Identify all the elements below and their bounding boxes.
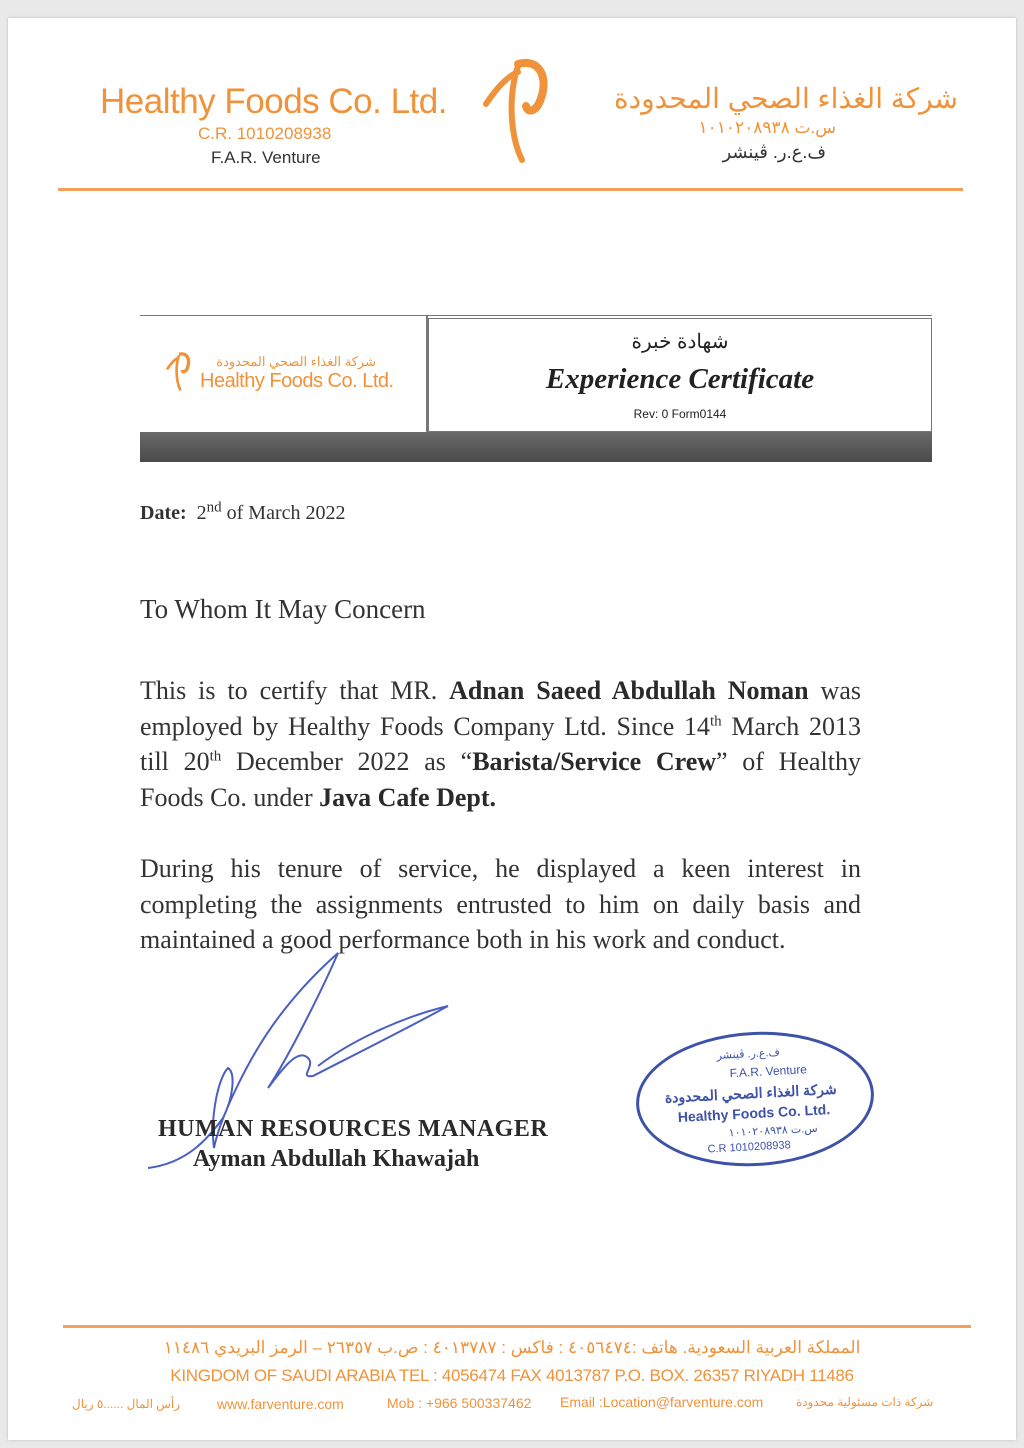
signatory-title: HUMAN RESOURCES MANAGER [158,1116,549,1142]
p1-text: was employed by Healthy Foods Company Ltd. Since 14 [140,676,861,741]
form-logo-ar: شركة الغذاء الصحي المحدودة [216,354,376,369]
paragraph-2: During his tenure of service, he displayed a keen interest in completing the assignments entrusted to him on daily basis and maintained a good performance both in his work and conduct. [140,854,861,954]
company-name-en: Healthy Foods Co. Ltd. [100,82,447,121]
department: Java Cafe Dept. [319,782,497,812]
stamp-cr-ar: س.ت ١٠١٠٢٠٨٩٣٨ [728,1122,818,1140]
stamp-cr-en: C.R 1010208938 [707,1139,791,1156]
footer-email[interactable]: Email :Location@farventure.com [560,1394,764,1410]
signature-icon [148,948,458,1178]
date-day: 2 [196,502,207,524]
venture-ar: ف.ع.ر. ڤينشر [722,142,826,162]
date-rest: of March 2022 [226,502,346,524]
p1-text: December 2022 as “ [221,747,473,776]
cr-number-ar: س.ت ١٠١٠٢٠٨٩٣٨ [698,118,836,137]
footer-divider [63,1325,971,1328]
form-title-ar: شهادة خبرة [631,331,729,353]
p1-sup: th [209,748,222,765]
date-suffix: nd [206,499,222,516]
footer-address-en: KINGDOM OF SAUDI ARABIA TEL : 4056474 FAX 4013787 P.O. BOX. 26357 RIYADH 11486 [170,1366,854,1385]
form-title-box [140,315,932,463]
form-logo-en: Healthy Foods Co. Ltd. [200,370,394,392]
employee-name: Adnan Saeed Abdullah Noman [449,676,809,705]
footer-mobile: Mob : +966 500337462 [387,1395,532,1411]
footer-llc-ar: شركة ذات مسئولية محدودة [796,1395,934,1409]
footer-address-ar: المملكة العربية السعودية. هاتف :٤٠٥٦٤٧٤ : فاكس : ٤٠١٣٧٨٧ : ص.ب ٢٦٣٥٧ – الرمز البريدي ١١٤٨٦ [163,1338,861,1357]
job-title: Barista/Service Crew [472,747,717,776]
paragraph-1 [140,673,861,815]
p1-text: ” of Healthy Foods Co. under [140,747,861,812]
date-label: Date: [140,502,187,524]
stamp-company-ar: شركة الغذاء الصحي المحدودة [664,1080,837,1106]
form-box-bar [140,432,932,462]
form-revision: Rev: 0 Form0144 [633,407,727,421]
company-stamp [633,1026,878,1172]
stamp-venture-en: F.A.R. Venture [729,1062,808,1081]
form-logo-icon [164,344,194,400]
p1-text: This is to certify that MR. [140,676,450,705]
header-divider [58,188,963,191]
salutation: To Whom It May Concern [140,594,426,624]
stamp-venture-ar: ف.ع.ر. ڤينشر [716,1046,781,1062]
cr-number-en: C.R. 1010208938 [198,124,332,143]
p1-sup: th [710,712,722,729]
form-logo-cell [140,316,428,432]
company-logo-icon [478,56,558,166]
form-title-cell [428,318,932,432]
stamp-company-en: Healthy Foods Co. Ltd. [677,1101,831,1126]
footer-capital-ar: رأس المال ......٥ ريال [72,1397,181,1411]
p1-text: March 2013 till 20 [140,711,862,776]
signatory-name: Ayman Abdullah Khawajah [193,1146,480,1172]
document-page [8,18,1016,1440]
letter-date [140,499,346,525]
footer-website[interactable]: www.farventure.com [217,1396,344,1412]
venture-en: F.A.R. Venture [211,148,321,167]
form-title-en: Experience Certificate [545,363,815,395]
company-name-ar: شركة الغذاء الصحي المحدودة [614,83,958,114]
